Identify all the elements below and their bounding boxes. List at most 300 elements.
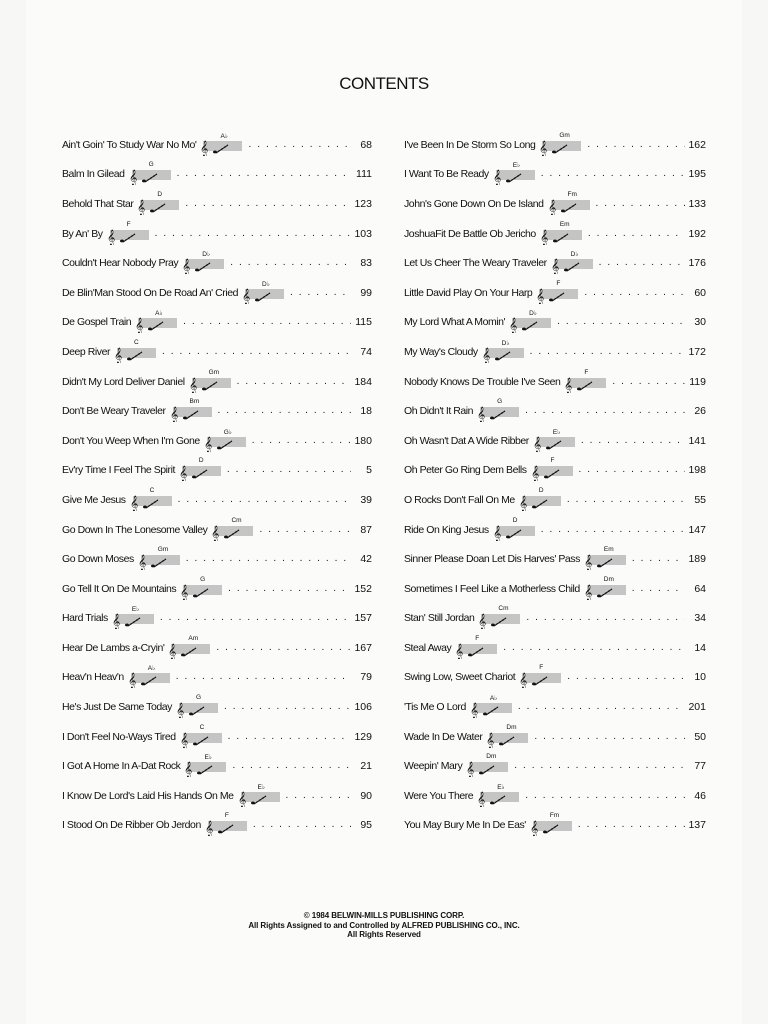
page-number: 106 xyxy=(354,701,372,714)
page-number: 87 xyxy=(360,523,372,536)
svg-text:𝄞: 𝄞 xyxy=(469,703,478,719)
song-title: Hear De Lambs a-Cryin' xyxy=(62,641,165,654)
toc-entry xyxy=(404,189,706,219)
page-number: 172 xyxy=(688,345,706,358)
music-incipit xyxy=(492,516,537,541)
song-title: Hard Trials xyxy=(62,612,108,625)
song-title: Ride On King Jesus xyxy=(404,523,489,536)
svg-text:𝄞: 𝄞 xyxy=(477,407,485,423)
dot-leader xyxy=(541,168,685,180)
song-title: Oh Wasn't Dat A Wide Ribber xyxy=(404,434,529,447)
svg-text:𝄞: 𝄞 xyxy=(492,170,501,186)
page-number: 119 xyxy=(689,375,706,388)
toc-entry xyxy=(62,485,372,515)
toc-entry xyxy=(62,426,372,456)
music-incipit xyxy=(168,634,212,659)
page-number: 60 xyxy=(694,286,706,299)
page-number: 147 xyxy=(688,523,706,536)
page-number: 14 xyxy=(694,641,706,654)
toc-entry xyxy=(62,751,372,781)
dot-leader xyxy=(518,701,685,713)
music-incipit xyxy=(551,252,595,274)
dot-leader xyxy=(578,819,685,831)
song-title: Didn't My Lord Deliver Daniel xyxy=(62,375,185,388)
music-incipit xyxy=(530,814,574,836)
dot-leader xyxy=(178,494,351,506)
chord-symbol: D♭ xyxy=(529,310,537,318)
page-number: 18 xyxy=(360,405,372,418)
dot-leader xyxy=(530,346,685,358)
music-incipit xyxy=(180,575,224,600)
song-title: Heav'n Heav'n xyxy=(62,671,124,684)
music-incipit xyxy=(584,548,628,570)
page-number: 34 xyxy=(694,612,706,625)
page-number: 176 xyxy=(688,257,706,270)
dot-leader xyxy=(183,316,351,328)
dot-leader xyxy=(155,228,351,240)
music-incipit xyxy=(470,696,514,718)
chord-symbol: Em xyxy=(603,546,614,554)
page-number: 152 xyxy=(354,582,372,595)
page-number: 42 xyxy=(360,553,372,566)
chord-symbol: G xyxy=(200,575,206,583)
chord-symbol: E♭ xyxy=(257,783,265,791)
music-incipit xyxy=(176,696,220,718)
toc-entry xyxy=(62,604,372,634)
chord-symbol: C xyxy=(149,486,155,494)
music-incipit xyxy=(509,311,553,333)
chord-symbol: Dm xyxy=(603,575,614,583)
page-number: 26 xyxy=(694,405,706,418)
chord-symbol: A♭ xyxy=(489,695,498,703)
song-title: By An' By xyxy=(62,227,103,240)
chord-symbol: F xyxy=(550,457,555,465)
page-number: 77 xyxy=(694,760,706,773)
svg-text:𝄞: 𝄞 xyxy=(478,614,487,630)
toc-entry xyxy=(404,219,706,249)
dot-leader xyxy=(596,198,685,210)
dot-leader xyxy=(588,228,685,240)
page-number: 201 xyxy=(688,701,706,714)
dot-leader xyxy=(248,139,351,151)
page-number: 74 xyxy=(360,345,372,358)
song-title: Sometimes I Feel Like a Motherless Child xyxy=(404,582,580,595)
toc-entry xyxy=(404,781,706,811)
dot-leader xyxy=(286,790,351,802)
chord-symbol: E♭ xyxy=(497,783,505,791)
svg-text:𝄞: 𝄞 xyxy=(106,229,115,245)
toc-entry xyxy=(62,456,372,486)
music-incipit xyxy=(128,666,172,688)
toc-entry xyxy=(62,367,372,397)
page-number: 129 xyxy=(354,730,372,743)
svg-text:𝄞: 𝄞 xyxy=(203,436,212,452)
song-title: I've Been In De Storm So Long xyxy=(404,138,536,151)
song-title: I Got A Home In A-Dat Rock xyxy=(62,760,181,773)
svg-text:𝄞: 𝄞 xyxy=(539,140,548,156)
music-incipit xyxy=(238,785,282,807)
chord-symbol: F xyxy=(584,368,589,376)
dot-leader xyxy=(584,287,685,299)
dot-leader xyxy=(587,139,685,151)
dot-leader xyxy=(176,671,351,683)
svg-text:𝄞: 𝄞 xyxy=(114,347,122,363)
page-number: 55 xyxy=(694,493,706,506)
chord-symbol: D♭ xyxy=(570,251,579,259)
svg-text:𝄞: 𝄞 xyxy=(486,732,495,748)
music-incipit xyxy=(455,634,499,659)
svg-text:𝄞: 𝄞 xyxy=(237,791,246,807)
chord-symbol: Cm xyxy=(231,516,242,524)
page-number: 167 xyxy=(354,641,372,654)
dot-leader xyxy=(227,464,351,476)
chord-symbol: E♭ xyxy=(204,754,212,762)
song-title: My Way's Cloudy xyxy=(404,345,478,358)
music-incipit xyxy=(184,755,228,777)
page-number: 195 xyxy=(688,168,706,181)
song-title: I Stood On De Ribber Ob Jerdon xyxy=(62,819,201,832)
toc-entry xyxy=(62,692,372,722)
dot-leader xyxy=(253,819,351,831)
svg-text:𝄞: 𝄞 xyxy=(529,821,538,837)
chord-symbol: Dm xyxy=(506,723,517,731)
page-number: 184 xyxy=(354,375,372,388)
music-incipit xyxy=(211,516,255,541)
svg-text:𝄞: 𝄞 xyxy=(481,347,490,363)
song-title: Swing Low, Sweet Chariot xyxy=(404,671,516,684)
copyright-notice xyxy=(0,911,768,940)
song-title: My Lord What A Momin' xyxy=(404,316,506,329)
chord-symbol: F xyxy=(475,634,480,642)
svg-text:𝄞: 𝄞 xyxy=(536,288,545,304)
dot-leader xyxy=(526,612,685,624)
chord-symbol: Am xyxy=(188,634,199,642)
dot-leader xyxy=(579,464,685,476)
chord-symbol: F xyxy=(126,220,131,228)
chord-symbol: F xyxy=(556,279,561,287)
svg-text:𝄞: 𝄞 xyxy=(509,318,517,334)
dot-leader xyxy=(541,524,685,536)
dot-leader xyxy=(185,198,351,210)
music-incipit xyxy=(536,279,580,304)
dot-leader xyxy=(224,701,351,713)
svg-text:𝄞: 𝄞 xyxy=(492,525,501,541)
music-incipit xyxy=(129,163,173,185)
chord-symbol: Em xyxy=(559,220,570,228)
dot-leader xyxy=(632,583,685,595)
dot-leader xyxy=(237,376,351,388)
svg-text:𝄞: 𝄞 xyxy=(583,555,592,571)
page-number: 39 xyxy=(360,493,372,506)
toc-entry xyxy=(404,248,706,278)
toc-entry xyxy=(404,544,706,574)
page-number: 111 xyxy=(356,168,372,181)
contents-column-right xyxy=(404,130,706,840)
song-title: Were You There xyxy=(404,789,474,802)
svg-text:𝄞: 𝄞 xyxy=(539,229,548,245)
dot-leader xyxy=(567,671,685,683)
toc-entry xyxy=(404,722,706,752)
chord-symbol: D xyxy=(198,457,204,465)
toc-entry xyxy=(404,426,706,456)
dot-leader xyxy=(232,760,351,772)
music-incipit xyxy=(179,459,223,481)
svg-text:𝄞: 𝄞 xyxy=(242,288,250,304)
music-incipit xyxy=(129,486,174,511)
song-title: Weepin' Mary xyxy=(404,760,463,773)
music-incipit xyxy=(531,459,575,481)
toc-entry xyxy=(62,130,372,160)
song-title: Don't Be Weary Traveler xyxy=(62,405,166,418)
chord-symbol: D xyxy=(538,486,544,494)
toc-entry xyxy=(404,456,706,486)
toc-entry xyxy=(62,337,372,367)
page-number: 90 xyxy=(360,789,372,802)
toc-entry xyxy=(62,515,372,545)
svg-text:𝄞: 𝄞 xyxy=(547,199,556,215)
dot-leader xyxy=(612,376,685,388)
page-number: 115 xyxy=(355,316,372,329)
dot-leader xyxy=(186,553,351,565)
music-incipit xyxy=(477,785,521,807)
page-number: 103 xyxy=(354,227,372,240)
chord-symbol: C xyxy=(134,338,139,346)
copyright-line: © 1984 BELWIN-MILLS PUBLISHING CORP. xyxy=(303,911,465,920)
toc-entry xyxy=(404,574,706,604)
song-title: He's Just De Same Today xyxy=(62,701,172,714)
dot-leader xyxy=(503,642,685,654)
song-title: Ev'ry Time I Feel The Spirit xyxy=(62,464,175,477)
page-number: 30 xyxy=(694,316,706,329)
svg-text:𝄞: 𝄞 xyxy=(204,821,213,837)
song-title: O Rocks Don't Fall On Me xyxy=(404,493,515,506)
toc-entry xyxy=(404,308,706,338)
svg-text:𝄞: 𝄞 xyxy=(137,199,146,215)
page-number: 64 xyxy=(694,582,706,595)
toc-entry xyxy=(404,160,706,190)
toc-entry xyxy=(62,811,372,841)
svg-text:𝄞: 𝄞 xyxy=(518,495,527,511)
toc-entry xyxy=(62,633,372,663)
chord-symbol: D xyxy=(157,190,163,198)
toc-entry xyxy=(404,367,706,397)
toc-entry xyxy=(404,485,706,515)
toc-entry xyxy=(404,633,706,663)
music-incipit xyxy=(205,814,249,836)
music-incipit xyxy=(547,190,592,215)
toc-entry xyxy=(404,751,706,781)
dot-leader xyxy=(230,257,351,269)
music-incipit xyxy=(583,575,628,600)
music-incipit xyxy=(539,220,584,245)
svg-text:𝄞: 𝄞 xyxy=(466,762,475,778)
song-title: John's Gone Down On De Island xyxy=(404,197,544,210)
svg-text:𝄞: 𝄞 xyxy=(169,407,178,423)
page-number: 137 xyxy=(688,819,706,832)
page-number: 79 xyxy=(360,671,372,684)
music-incipit xyxy=(533,430,577,452)
chord-symbol: A♭ xyxy=(220,132,228,140)
chord-symbol: E♭ xyxy=(512,162,521,170)
song-title: I Don't Feel No-Ways Tired xyxy=(62,730,176,743)
chord-symbol: F xyxy=(224,812,229,820)
page-number: 180 xyxy=(354,434,372,447)
dot-leader xyxy=(567,494,685,506)
song-title: Go Tell It On De Mountains xyxy=(62,582,177,595)
song-title: Little David Play On Your Harp xyxy=(404,286,533,299)
music-incipit xyxy=(519,666,563,688)
dot-leader xyxy=(228,731,351,743)
svg-text:𝄞: 𝄞 xyxy=(532,436,541,452)
chord-symbol: D♭ xyxy=(262,280,270,288)
music-incipit xyxy=(179,723,224,748)
song-title: Steal Away xyxy=(404,641,452,654)
music-incipit xyxy=(482,341,526,363)
toc-entry xyxy=(404,515,706,545)
page-number: 21 xyxy=(360,760,372,773)
dot-leader xyxy=(525,405,685,417)
dot-leader xyxy=(557,316,685,328)
music-incipit xyxy=(200,134,244,156)
chord-symbol: Gm xyxy=(208,368,220,376)
page-number: 189 xyxy=(688,553,706,566)
toc-entry xyxy=(404,811,706,841)
svg-text:𝄞: 𝄞 xyxy=(550,259,559,275)
toc-entry xyxy=(404,692,706,722)
dot-leader xyxy=(259,524,351,536)
song-title: De Gospel Train xyxy=(62,316,132,329)
dot-leader xyxy=(162,346,351,358)
rights-assigned-line: All Rights Assigned to and Controlled by ALFRED PUBLISHING CO., INC. xyxy=(248,920,520,930)
svg-text:𝄞: 𝄞 xyxy=(137,555,146,571)
chord-symbol: Fm xyxy=(549,812,560,820)
chord-symbol: G xyxy=(497,398,503,406)
toc-entry xyxy=(404,278,706,308)
chord-symbol: E♭ xyxy=(552,428,561,436)
page-number: 5 xyxy=(366,464,372,477)
svg-text:𝄞: 𝄞 xyxy=(477,791,486,807)
chord-symbol: G♭ xyxy=(223,428,232,436)
chord-symbol: Dm xyxy=(486,753,497,761)
svg-text:𝄞: 𝄞 xyxy=(180,584,188,600)
music-incipit xyxy=(106,220,151,245)
song-title: I Know De Lord's Laid His Hands On Me xyxy=(62,789,234,802)
chord-symbol: E♭ xyxy=(131,606,140,614)
page-number: 83 xyxy=(360,257,372,270)
music-incipit xyxy=(466,755,510,777)
music-incipit xyxy=(188,368,233,393)
svg-text:𝄞: 𝄞 xyxy=(179,732,188,748)
music-incipit xyxy=(135,311,179,333)
music-incipit xyxy=(112,607,156,629)
chord-symbol: Bm xyxy=(189,398,200,406)
page-number: 10 xyxy=(694,671,706,684)
chord-symbol: D♭ xyxy=(202,251,211,259)
page-number: 162 xyxy=(688,138,706,151)
chord-symbol: A♭ xyxy=(147,665,156,673)
music-incipit xyxy=(478,607,522,629)
svg-text:𝄞: 𝄞 xyxy=(184,762,193,778)
song-title: Ain't Goin' To Study War No Mo' xyxy=(62,138,197,151)
song-title: Couldn't Hear Nobody Pray xyxy=(62,257,179,270)
song-title: Oh Peter Go Ring Dem Bells xyxy=(404,464,527,477)
svg-text:𝄞: 𝄞 xyxy=(583,584,592,600)
song-title: Wade In De Water xyxy=(404,730,483,743)
song-title: Deep River xyxy=(62,345,111,358)
page-number: 68 xyxy=(360,138,372,151)
dot-leader xyxy=(599,257,685,269)
music-incipit xyxy=(138,548,182,570)
chord-symbol: Cm xyxy=(498,605,509,613)
page-number: 133 xyxy=(688,197,706,210)
music-incipit xyxy=(114,338,158,363)
song-title: Give Me Jesus xyxy=(62,493,126,506)
music-incipit xyxy=(137,190,181,215)
song-title: 'Tis Me O Lord xyxy=(404,701,466,714)
dot-leader xyxy=(514,760,685,772)
dot-leader xyxy=(534,731,685,743)
svg-text:𝄞: 𝄞 xyxy=(178,466,187,482)
music-incipit xyxy=(477,400,521,422)
dot-leader xyxy=(252,435,351,447)
page-number: 198 xyxy=(688,464,706,477)
song-title: Go Down Moses xyxy=(62,553,134,566)
music-incipit xyxy=(182,252,226,274)
music-incipit xyxy=(539,131,583,156)
svg-text:𝄞: 𝄞 xyxy=(175,703,184,719)
svg-text:𝄞: 𝄞 xyxy=(530,466,539,482)
song-title: JoshuaFit De Battle Ob Jericho xyxy=(404,227,536,240)
contents-column-left xyxy=(62,130,372,840)
toc-entry xyxy=(62,663,372,693)
svg-text:𝄞: 𝄞 xyxy=(564,377,573,393)
chord-symbol: G xyxy=(148,161,154,169)
music-incipit xyxy=(493,163,537,185)
toc-entry xyxy=(62,781,372,811)
music-incipit xyxy=(204,430,248,452)
svg-text:𝄞: 𝄞 xyxy=(135,318,143,334)
toc-entry xyxy=(62,722,372,752)
toc-entry xyxy=(404,337,706,367)
music-incipit xyxy=(518,486,563,511)
dot-leader xyxy=(290,287,351,299)
song-title: I Want To Be Ready xyxy=(404,168,489,181)
song-title: Oh Didn't It Rain xyxy=(404,405,474,418)
toc-entry xyxy=(62,544,372,574)
page-number: 99 xyxy=(360,286,372,299)
svg-text:𝄞: 𝄞 xyxy=(200,140,209,156)
dot-leader xyxy=(632,553,685,565)
toc-entry xyxy=(62,278,372,308)
svg-text:𝄞: 𝄞 xyxy=(129,495,138,511)
song-title: Go Down In The Lonesome Valley xyxy=(62,523,208,536)
page-number: 192 xyxy=(688,227,706,240)
dot-leader xyxy=(525,790,685,802)
svg-text:𝄞: 𝄞 xyxy=(519,673,528,689)
toc-entry xyxy=(62,248,372,278)
dot-leader xyxy=(228,583,351,595)
song-title: Behold That Star xyxy=(62,197,134,210)
music-incipit xyxy=(486,723,530,748)
song-title: Let Us Cheer The Weary Traveler xyxy=(404,257,547,270)
chord-symbol: G xyxy=(195,694,201,702)
song-title: You May Bury Me In De Eas' xyxy=(404,819,526,832)
toc-entry xyxy=(404,604,706,634)
toc-entry xyxy=(62,219,372,249)
chord-symbol: D xyxy=(512,516,518,524)
chord-symbol: Gm xyxy=(157,546,169,554)
music-incipit xyxy=(242,282,286,304)
